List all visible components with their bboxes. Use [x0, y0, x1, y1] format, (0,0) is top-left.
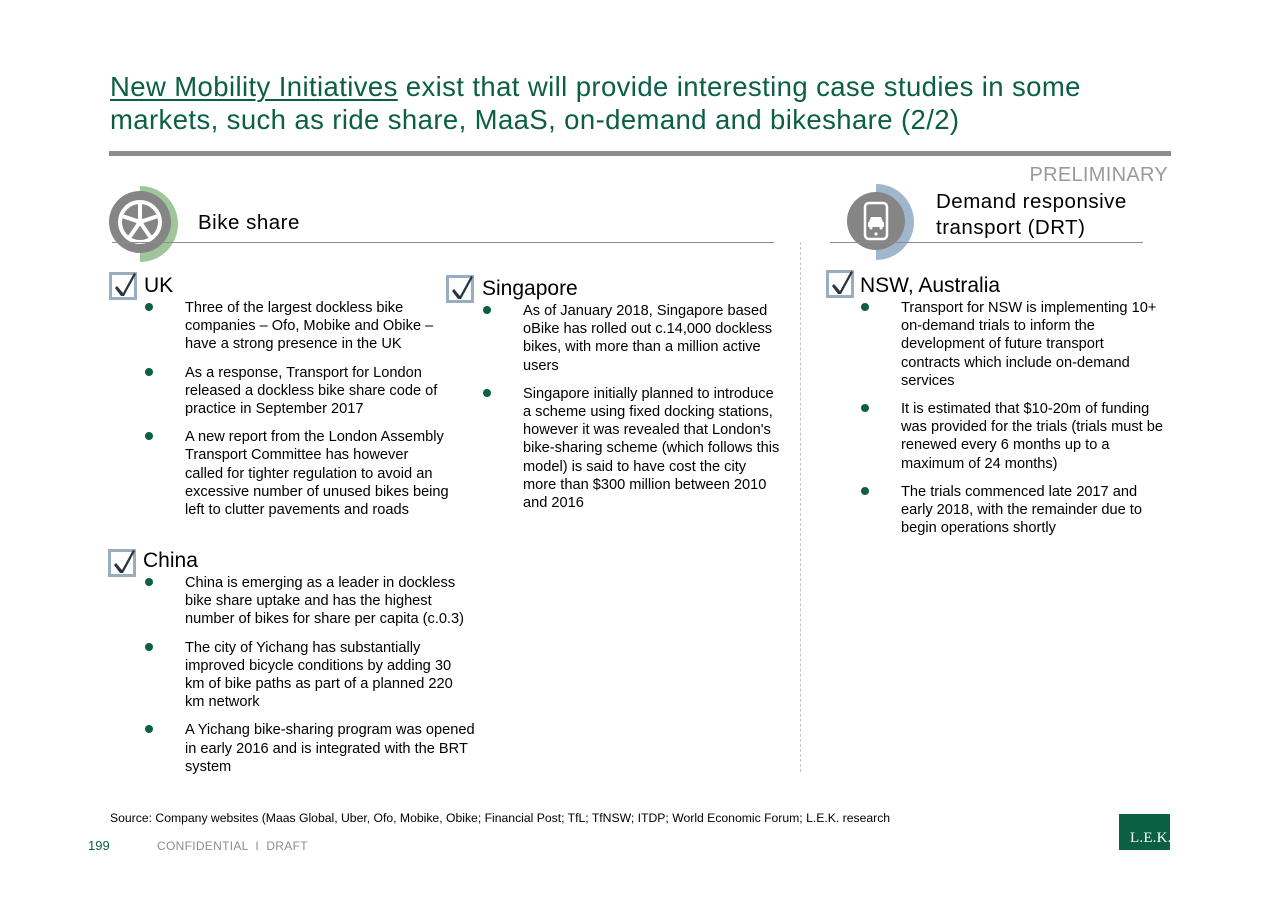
list-item: It is estimated that $10-20m of funding was provided for the trials (trials must be renewed every 6 months up to a maximum of 24 months) — [861, 400, 1166, 473]
slide-title — [110, 70, 1190, 136]
list-item: The trials commenced late 2017 and early 2018, with the remainder due to begin operations shortly — [861, 483, 1166, 538]
list-item: As a response, Transport for London released a dockless bike share code of practice in September 2017 — [145, 364, 450, 419]
checkbox-china — [108, 549, 136, 577]
title-link[interactable]: New Mobility Initiatives — [110, 71, 398, 102]
list-item: As of January 2018, Singapore based oBike has rolled out c.14,000 dockless bikes, with more than a million active users — [483, 302, 783, 375]
section-divider-bike-share — [112, 242, 774, 243]
checkbox-nsw — [826, 270, 854, 298]
list-item: Transport for NSW is implementing 10+ on-demand trials to inform the development of future transport contracts which include on-demand services — [861, 299, 1166, 390]
region-title-china: China — [143, 549, 198, 572]
list-item: A new report from the London Assembly Transport Committee has however called for tighter regulation to avoid an excessive number of unused bikes being left to clutter pavements and roads — [145, 428, 450, 519]
region-title-singapore: Singapore — [482, 277, 578, 300]
checkmark-icon — [831, 269, 855, 295]
title-divider — [109, 151, 1171, 156]
checkmark-icon — [113, 548, 137, 574]
section-title-bike-share: Bike share — [198, 211, 300, 234]
preliminary-stamp: PRELIMINARY — [1029, 164, 1168, 186]
bullet-list-uk — [145, 299, 450, 519]
lek-logo — [1119, 814, 1170, 850]
phone-car-icon — [846, 184, 918, 264]
region-title-nsw: NSW, Australia — [860, 274, 1001, 297]
checkmark-icon — [114, 271, 138, 297]
column-divider — [800, 242, 801, 772]
checkbox-singapore — [446, 275, 474, 303]
section-title-drt: Demand responsive transport (DRT) — [936, 190, 1127, 239]
bullet-list-singapore — [483, 302, 783, 512]
confidential-label: CONFIDENTIAL I DRAFT — [157, 839, 308, 853]
list-item: Singapore initially planned to introduce a scheme using fixed docking stations, however it was revealed that London's bike-sharing scheme (which follows this model) is said to have cost the city more than $300 million between 2010 and 2016 — [483, 385, 783, 512]
logo-text: L.E.K. — [1130, 830, 1172, 846]
source-note: Source: Company websites (Maas Global, Uber, Ofo, Mobike, Obike; Financial Post; TfL; TfNSW; ITDP; World Economic Forum; L.E.K. research — [110, 811, 891, 825]
page-number: 199 — [88, 838, 110, 853]
checkmark-icon — [451, 274, 475, 300]
list-item: The city of Yichang has substantially improved bicycle conditions by adding 30 km of bike paths as part of a planned 220 km network — [145, 639, 480, 712]
list-item: A Yichang bike-sharing program was opened in early 2016 and is integrated with the BRT system — [145, 721, 480, 776]
bike-wheel-icon — [108, 184, 180, 264]
bullet-list-nsw — [861, 299, 1166, 537]
checkbox-uk — [109, 272, 137, 300]
region-title-uk: UK — [144, 274, 174, 297]
title-text: exist that will provide interesting case studies in some markets, such as ride share, MaaS, on-demand and bikeshare (2/2) — [110, 71, 1081, 135]
list-item: China is emerging as a leader in dockless bike share uptake and has the highest number of bikes for share per capita (c.0.3) — [145, 574, 480, 629]
list-item: Three of the largest dockless bike companies – Ofo, Mobike and Obike – have a strong presence in the UK — [145, 299, 450, 354]
section-divider-drt — [830, 242, 1143, 243]
bullet-list-china — [145, 574, 480, 776]
